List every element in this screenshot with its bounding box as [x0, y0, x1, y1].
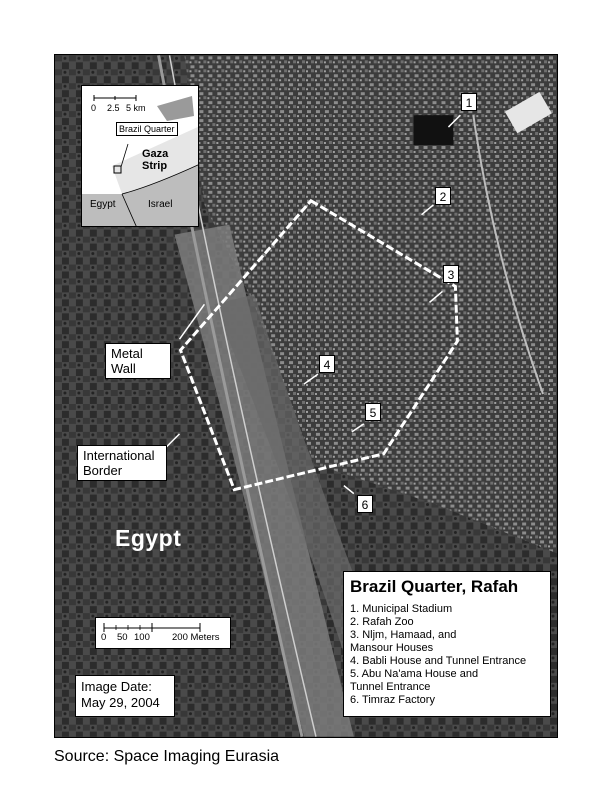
- inset-egypt-label: Egypt: [90, 199, 116, 210]
- legend-box: [343, 571, 551, 717]
- legend-title: Brazil Quarter, Rafah: [350, 577, 519, 596]
- marker-3: 3: [443, 265, 459, 283]
- scale-bar: [95, 617, 231, 649]
- scale-label-0: 0: [101, 632, 107, 643]
- marker-1: 1: [461, 93, 477, 111]
- inset-israel-label: Israel: [148, 199, 173, 210]
- satellite-map: [54, 54, 558, 738]
- legend-item-4: 4. Babli House and Tunnel Entrance: [350, 655, 527, 667]
- scale-label-200-meters: 200 Meters: [172, 632, 220, 643]
- locator-inset-map: [81, 85, 199, 227]
- marker-5: 5: [365, 403, 381, 421]
- inset-scale-0: 0: [91, 103, 97, 113]
- metal-wall-callout: Metal Wall: [105, 343, 171, 379]
- image-date-box: Image Date: May 29, 2004: [75, 675, 175, 717]
- inset-gaza-strip-label: Gaza Strip: [142, 148, 169, 172]
- legend-item-5: 5. Abu Na'ama House and Tunnel Entrance: [350, 668, 479, 693]
- inset-scale-5km: 5 km: [126, 103, 146, 113]
- country-label-egypt: Egypt: [115, 525, 182, 551]
- legend-item-1: 1. Municipal Stadium: [350, 603, 453, 615]
- scale-label-50: 50: [117, 632, 128, 643]
- legend-item-3: 3. Nljm, Hamaad, and Mansour Houses: [350, 629, 457, 654]
- scale-label-100: 100: [134, 632, 150, 643]
- inset-scale-2-5: 2.5: [107, 103, 120, 113]
- legend-item-2: 2. Rafah Zoo: [350, 616, 414, 628]
- marker-4: 4: [319, 355, 335, 373]
- source-caption: Source: Space Imaging Eurasia: [54, 748, 280, 765]
- inset-brazil-quarter-label: Brazil Quarter: [116, 122, 178, 136]
- legend-item-6: 6. Timraz Factory: [350, 694, 435, 706]
- marker-2: 2: [435, 187, 451, 205]
- international-border-callout: International Border: [77, 445, 167, 481]
- marker-6: 6: [357, 495, 373, 513]
